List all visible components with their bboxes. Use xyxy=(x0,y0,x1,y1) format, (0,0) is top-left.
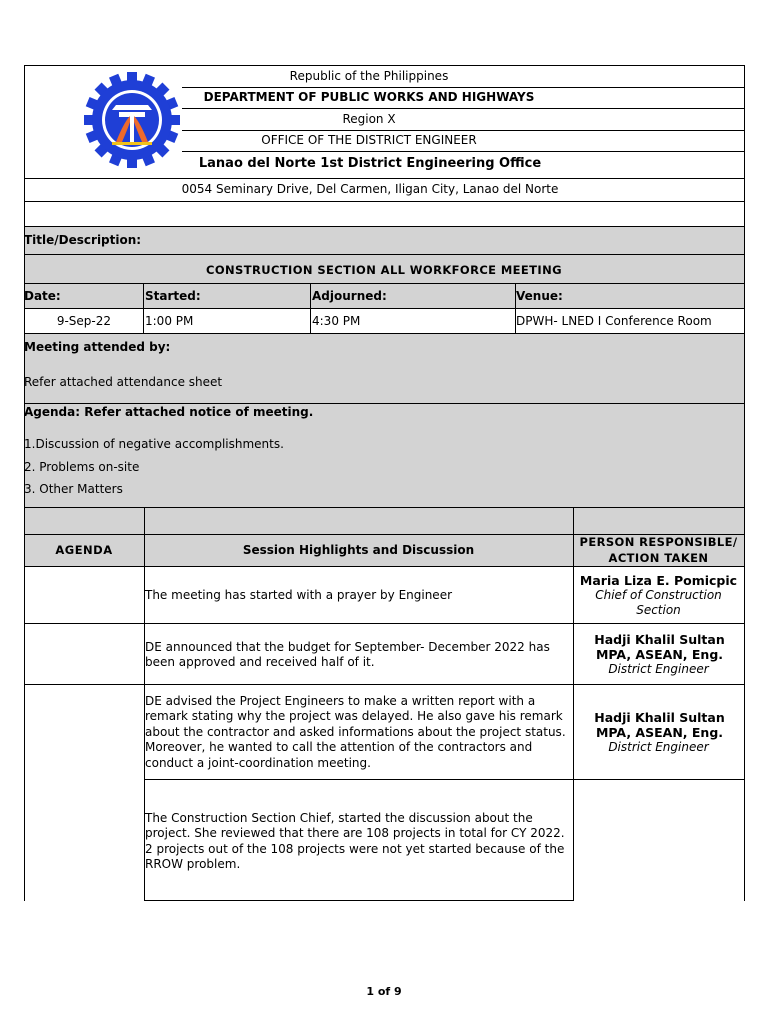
date-label: Date: xyxy=(24,289,61,303)
meeting-title: CONSTRUCTION SECTION ALL WORKFORCE MEETING xyxy=(206,263,562,277)
discussion-text: DE advised the Project Engineers to make a written report with a remark stating why the project was delayed. He also gave his remark about the contractor and asked informations about the project status. Moreover, he wanted to call the attention of the contractors and conduct a joint-coordination meeting. xyxy=(145,694,566,770)
discussion-text: The Construction Section Chief, started the discussion about the project. She reviewed that there are 108 projects in total for CY 2022. 2 projects out of the 108 projects were not yet started because of the RROW problem. xyxy=(145,811,565,872)
agenda-item: 2. Problems on-site xyxy=(24,460,140,474)
attendance-text: Refer attached attendance sheet xyxy=(24,375,223,389)
person-role: Chief of Construction Section xyxy=(595,588,722,618)
venue-label: Venue: xyxy=(516,289,563,303)
started-label: Started: xyxy=(145,289,201,303)
republic-text: Republic of the Philippines xyxy=(289,69,449,83)
attendance-agenda-band xyxy=(24,333,744,507)
person-name: Hadji Khalil Sultan MPA, ASEAN, Eng. xyxy=(594,632,725,663)
person-name: Maria Liza E. Pomicpic xyxy=(579,573,738,588)
discussion-text: DE announced that the budget for September- December 2022 has been approved and received half of it. xyxy=(145,640,550,670)
col-highlights: Session Highlights and Discussion xyxy=(242,543,475,557)
attendance-label: Meeting attended by: xyxy=(24,340,171,354)
date-value: 9-Sep-22 xyxy=(56,314,111,328)
department-name: DEPARTMENT OF PUBLIC WORKS AND HIGHWAYS xyxy=(203,90,535,104)
dpwh-logo xyxy=(82,70,182,170)
person-role: District Engineer xyxy=(608,740,709,754)
agenda-item: 3. Other Matters xyxy=(24,482,123,496)
discussion-text: The meeting has started with a prayer by Engineer xyxy=(145,588,453,602)
col-person-line2: ACTION TAKEN xyxy=(608,551,709,565)
person-name: Hadji Khalil Sultan MPA, ASEAN, Eng. xyxy=(594,710,725,741)
adjourned-label: Adjourned: xyxy=(312,289,387,303)
col-agenda: AGENDA xyxy=(55,543,113,557)
person-role: District Engineer xyxy=(608,662,709,676)
address: 0054 Seminary Drive, Del Carmen, Iligan City, Lanao del Norte xyxy=(181,182,559,196)
district-office: Lanao del Norte 1st District Engineering Office xyxy=(198,156,542,171)
venue-value: DPWH- LNED I Conference Room xyxy=(516,314,712,328)
started-value: 1:00 PM xyxy=(145,314,194,328)
office-text: OFFICE OF THE DISTRICT ENGINEER xyxy=(261,133,477,147)
region-text: Region X xyxy=(342,112,396,126)
agenda-label: Agenda: Refer attached notice of meeting. xyxy=(24,405,314,419)
adjourned-value: 4:30 PM xyxy=(312,314,361,328)
title-label: Title/Description: xyxy=(24,233,142,247)
agenda-item: 1.Discussion of negative accomplishments. xyxy=(24,437,284,451)
col-person-line1: PERSON RESPONSIBLE/ xyxy=(579,535,738,549)
page-number: 1 of 9 xyxy=(366,985,402,998)
